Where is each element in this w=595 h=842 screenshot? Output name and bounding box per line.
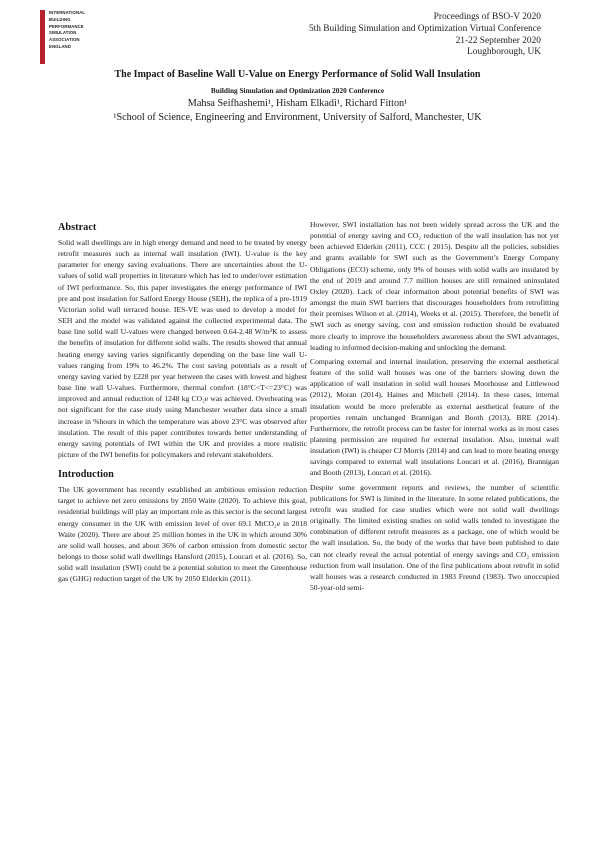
- proceedings-header: [309, 12, 541, 59]
- right-paragraph-1: However, SWI installation has not been widely spread across the UK and the potential of energy saving and CO₂ reduction of the wall insulation has not yet been achieved Elderkin (2011), CCC ( 2015). Despite all the policies, subsidies and grants available for SWI such as the Government’s Energy Company Obligations (ECO) scheme, only 9% of houses with solid walls are insulated by the end of 2019 and around 7.7 million houses are still remained uninsulated Oxley (2020). Lack of clear information about potential benefits of SWI was amongst the main SWI barriers that discourages householders from retrofitting their premises Wilson et al. (2014), Weeks et al. (2015). Therefore, the benefit of SWI such as energy saving, cost and emission reduction should be evaluated more clearly to improve the householders awareness about the SWI advantages, leading to informed decision-making and unlocking the demand.: [310, 220, 559, 352]
- abstract-text: Solid wall dwellings are in high energy demand and need to be treated by energy retrofit measures such as internal wall insulation (IWI). U-value is the key parameter for energy saving evaluations. There are uncertainties about the U-values of solid wall properties in literature which has led to under/over estimation of IWI performance. So, this paper investigates the energy performance of IWI pre and post insulation for Salford Energy House (SEH), the replica of a pre-1919 Victorian solid wall terraced house. IES-VE was used to develop a model for SEH and the model was validated against the collected experimental data. The base line solid wall U-values were changed between 0.64-2.48 W/m²K to assess the benefits of insulation for different solid walls. The results showed that annual heating energy saving varies significantly depending on the base line wall U-values ranging from 19% to 46.2%. The cost saving potentials as a result of energy saving varied by £228 per year between the cases with lowest and highest base line wall U-values. Furthermore, thermal comfort (18°C<T<=23°C) was improved and annual reduction of 1248 kg CO₂e was achieved. Overheating was not significant for the case study using Manchester weather data since a small increase in %hours in which the temperature was above 23°C was observed after insulation. The result of this paper contributes towards better understanding of energy saving potentials of IWI within the UK and provides a more realistic picture of the IWI benefits for policymakers and relevant stakeholders.: [58, 238, 307, 459]
- conference-dates: 21-22 September 2020: [455, 35, 541, 46]
- logo-line: ENGLAND: [49, 43, 71, 49]
- logo-line: SIMULATION: [49, 30, 77, 36]
- introduction-text: The UK government has recently established an ambitious emission reduction target to achieve net zero emissions by 2050 Waite (2020). To achieve this goal, residential buildings will play an important role as this sector is the second largest energy consumer in the UK with emission level of over 69.1 MtCO₂e in 2018 Waite (2020). There are about 25 million homes in the UK in which around 30% are solid wall houses, and about 36% of carbon emission from domestic sector belongs to those solid wall dwellings Hansford (2015), Loucari et al. (2016). So, solid wall insulation (SWI) could be a potential solution to meet the Greenhouse gas (GHG) reduction target of the UK by 2050 Elderkin (2011).: [58, 485, 307, 584]
- right-paragraph-2: Comparing external and internal insulation, preserving the external aesthetical feature of the solid wall houses was one of the barriers slowing down the application of wall insulation in solid wall houses Moorhouse and Littlewood (2012), Moran (2014), Haines and Mitchell (2014). In these cases, internal insulation would be more preferable as external aesthetical feature of the properties remain unchanged Brannigan and Booth (2013), BRE (2014). Furthermore, the retrofit process can be faster for internal works as in most cases planning permission are required for external insulation. Also, internal wall insulation (IWI) is cheaper CJ Morris (2014) and can lead to more heating energy savings compared to external wall insulations Loucari et al. (2016), Brannigan and Booth (2013), Loucari et al. (2016).: [310, 356, 559, 478]
- ibpsa-england-logo: [40, 10, 102, 66]
- paper-affiliation: ¹School of Science, Engineering and Environment, University of Salford, Manchester, UK: [113, 112, 482, 123]
- logo-line: BUILDING: [49, 16, 71, 22]
- proceedings-name: Proceedings of BSO-V 2020: [433, 12, 541, 22]
- logo-line: PERFORMANCE: [49, 23, 84, 29]
- abstract-heading: Abstract: [58, 222, 97, 233]
- left-column: [58, 222, 307, 588]
- logo-bar: [40, 10, 45, 64]
- logo-line: ASSOCIATION: [49, 37, 80, 43]
- right-column: [310, 219, 559, 596]
- paper-title: The Impact of Baseline Wall U-Value on Energy Performance of Solid Wall Insulation: [114, 69, 481, 80]
- right-paragraph-3: Despite some government reports and reviews, the number of scientific publications for SWI is limited in the literature. In some related publications, the retrofit was studied for case studies which were not solid wall dwellings originally. The limited existing studies on solid walls tended to investigate the combination of different retrofit measures as a package, one of which would be the wall insulation. So, the body of the works that have been published to date can not clearly reveal the actual potential of energy savings and CO₂ emission reduction from wall insulation. One of the first publications about retrofit in solid wall houses was a research conducted in 1983 Freund (1983). Two unoccupied 50-year-old semi-: [310, 482, 559, 592]
- paper-authors: Mahsa Seifhashemi¹, Hisham Elkadi¹, Richard Fitton¹: [187, 98, 408, 109]
- paper-subtitle: Building Simulation and Optimization 2020 Conference: [210, 86, 385, 95]
- logo-text: [49, 10, 85, 51]
- conference-name: 5th Building Simulation and Optimization Virtual Conference: [308, 23, 541, 34]
- introduction-heading: Introduction: [58, 469, 114, 481]
- conference-location: Loughborough, UK: [467, 47, 541, 58]
- logo-line: INTERNATIONAL: [49, 10, 86, 15]
